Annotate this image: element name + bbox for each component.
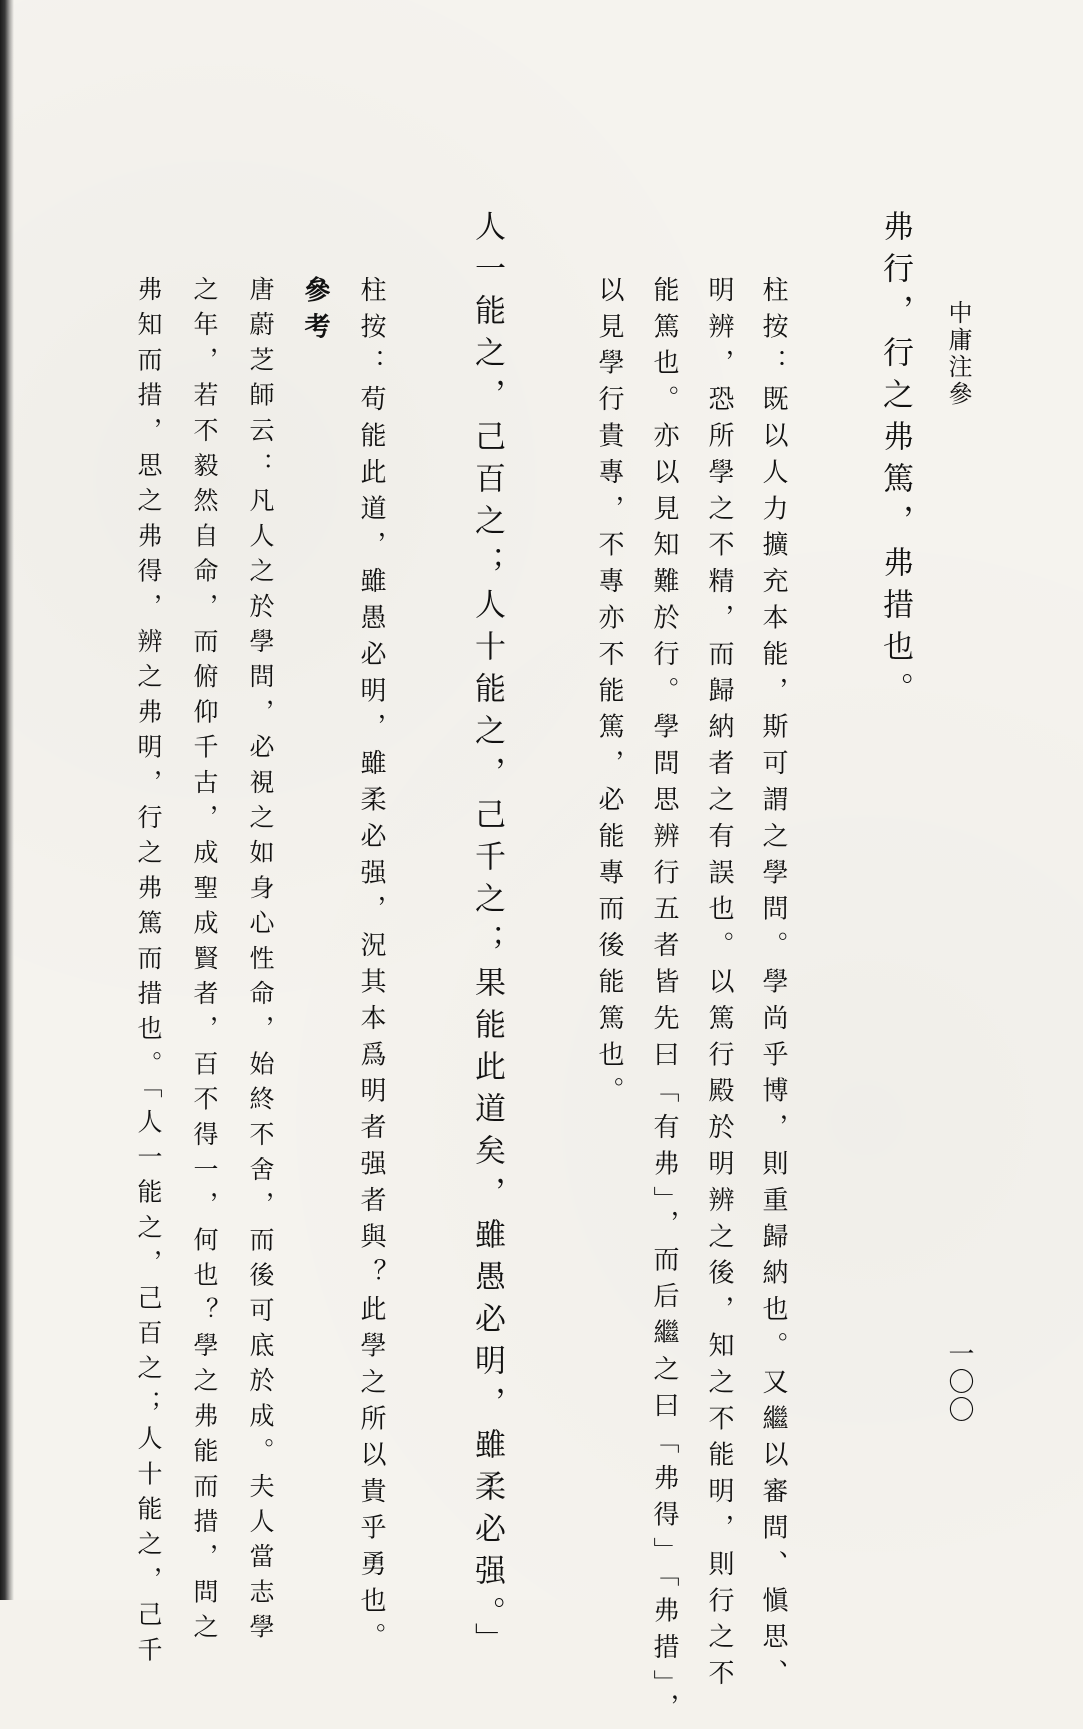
text-column-10: 之年，若不毅然自命，而俯仰千古，成聖成賢者，百不得一，何也？學之弗能而措，問之	[190, 276, 219, 1649]
text-column-5: 以見學行貴專，不專亦不能篤，必能專而後能篤也。	[594, 276, 624, 1114]
page-number: 一〇〇	[944, 1340, 974, 1424]
text-column-11: 弗知而措，思之弗得，辨之弗明，行之弗篤而措也。「人一能之，己百之；人十能之，己千	[134, 276, 163, 1672]
text-column-3: 明辨，恐所學之不精，而歸納者之有誤也。以篤行殿於明辨之後，知之不能明，則行之不	[704, 276, 734, 1696]
reference-heading: 參考	[300, 276, 330, 349]
text-column-4: 能篤也。亦以見知難於行。學問思辨行五者皆先曰「有弗」，而后繼之曰「弗得」「弗措」，	[649, 276, 679, 1729]
running-head: 中庸注參	[944, 300, 972, 408]
page-binding-shadow	[0, 0, 14, 1600]
text-column-2: 柱按：既以人力擴充本能，斯可謂之學問。學尚乎博，則重歸納也。又繼以審問、愼思、	[758, 276, 788, 1696]
text-column-6: 人一能之，己百之；人十能之，己千之；果能此道矣，雖愚必明，雖柔必强。」	[469, 210, 505, 1665]
text-column-1: 弗行，行之弗篤，弗措也。	[877, 210, 913, 714]
text-column-9: 唐蔚芝師云：凡人之於學問，必視之如身心性命，始終不舍，而後可底於成。夫人當志學	[246, 276, 275, 1649]
text-column-7: 柱按：苟能此道，雖愚必明，雖柔必强，況其本爲明者强者與？此學之所以貴乎勇也。	[356, 276, 386, 1660]
